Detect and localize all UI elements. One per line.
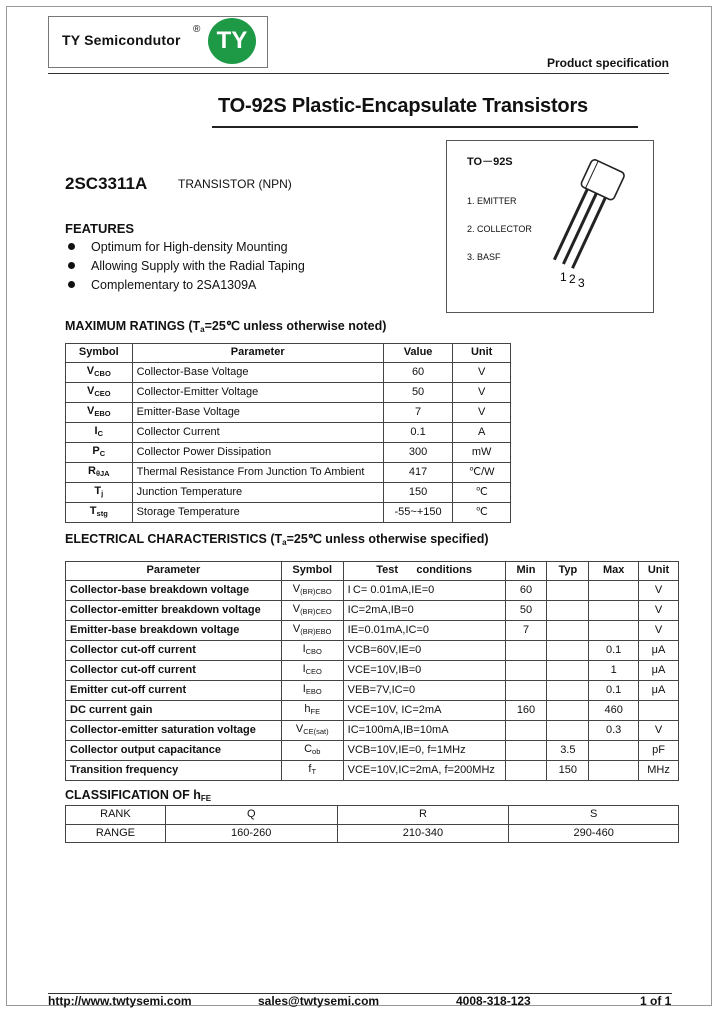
table-row: [66, 580, 679, 600]
page-title: TO-92S Plastic-Encapsulate Transistors: [218, 95, 588, 117]
symbol-cell: [66, 382, 133, 402]
table-row: [66, 760, 679, 780]
symbol-cell: [281, 600, 343, 620]
min-cell: [505, 660, 547, 680]
rank-cell: Q: [165, 806, 337, 825]
table-row: [66, 640, 679, 660]
feature-text: Complementary to 2SA1309A: [91, 278, 257, 292]
condition-cell: I C= 0.01mA,IE=0: [343, 580, 505, 600]
table-row: [66, 700, 679, 720]
classification-title: [65, 788, 211, 803]
symbol-sub: (BR)CBO: [300, 586, 332, 596]
typ-cell: [547, 700, 589, 720]
title-underline: [212, 126, 638, 128]
typ-cell: [547, 720, 589, 740]
table-row: [66, 502, 511, 522]
min-cell: [505, 640, 547, 660]
package-body: [580, 159, 625, 201]
value-cell: 60: [383, 362, 452, 382]
min-cell: 160: [505, 700, 547, 720]
table-header-row: [66, 562, 679, 581]
condition-cell: IC=2mA,IB=0: [343, 600, 505, 620]
symbol-main: P: [92, 444, 100, 457]
symbol-main: V: [295, 722, 304, 735]
unit-cell: ℃: [453, 482, 511, 502]
parameter-cell: Collector-base breakdown voltage: [66, 580, 282, 600]
condition-cell: VCB=10V,IE=0, f=1MHz: [343, 740, 505, 760]
parameter-cell: Collector Power Dissipation: [132, 442, 383, 462]
condition-cell: VCB=60V,IE=0: [343, 640, 505, 660]
unit-cell: pF: [639, 740, 679, 760]
part-number: 2SC3311A: [65, 174, 148, 193]
symbol-main: V: [86, 384, 95, 397]
col-header: Min: [505, 562, 547, 581]
condition-cell: VCE=10V, IC=2mA: [343, 700, 505, 720]
features-heading: FEATURES: [65, 221, 135, 236]
footer-page: 1 of 1: [640, 994, 672, 1008]
condition-cell: VCE=10V,IB=0: [343, 660, 505, 680]
symbol-sub: C: [97, 428, 104, 438]
symbol-cell: [281, 760, 343, 780]
feature-item: [68, 259, 305, 273]
feature-item: [68, 240, 288, 254]
col-header: Symbol: [281, 562, 343, 581]
typ-cell: [547, 660, 589, 680]
pin-number-2: 2: [569, 272, 576, 286]
brand-name: TY Semicondutor: [62, 32, 181, 48]
symbol-main: R: [87, 464, 96, 477]
max-cell: [589, 600, 639, 620]
bullet-icon: [68, 262, 75, 269]
symbol-main: C: [304, 742, 313, 755]
table-row: [66, 600, 679, 620]
rank-label: RANK: [66, 806, 166, 825]
min-cell: 60: [505, 580, 547, 600]
symbol-cell: [281, 700, 343, 720]
symbol-sub: EBO: [94, 408, 111, 418]
symbol-sub: EBO: [305, 686, 322, 696]
unit-cell: [639, 700, 679, 720]
table-row: [66, 740, 679, 760]
symbol-main: V: [86, 404, 95, 417]
symbol-main: I: [302, 642, 306, 655]
symbol-cell: [66, 462, 133, 482]
parameter-cell: Collector output capacitance: [66, 740, 282, 760]
table-row: [66, 442, 511, 462]
parameter-cell: Collector-emitter breakdown voltage: [66, 600, 282, 620]
condition-cell: VCE=10V,IC=2mA, f=200MHz: [343, 760, 505, 780]
symbol-cell: [281, 660, 343, 680]
condition-cell: IE=0.01mA,IC=0: [343, 620, 505, 640]
max-cell: [589, 620, 639, 640]
symbol-main: f: [308, 762, 312, 775]
title-sub: a: [200, 325, 205, 334]
parameter-cell: Collector cut-off current: [66, 640, 282, 660]
parameter-cell: Storage Temperature: [132, 502, 383, 522]
symbol-main: V: [292, 602, 301, 615]
max-cell: 1: [589, 660, 639, 680]
typ-cell: [547, 680, 589, 700]
table-row: [66, 620, 679, 640]
max-ratings-title: [65, 318, 386, 334]
max-cell: 0.3: [589, 720, 639, 740]
pin-3-label: 3. BASF: [467, 252, 501, 262]
feature-text: Optimum for High-density Mounting: [91, 240, 288, 254]
min-cell: [505, 680, 547, 700]
value-cell: 300: [383, 442, 452, 462]
unit-cell: V: [453, 382, 511, 402]
unit-cell: ℃/W: [453, 462, 511, 482]
header-rule: [48, 73, 669, 74]
range-row: [66, 824, 679, 843]
bullet-icon: [68, 243, 75, 250]
symbol-sub: CBO: [305, 646, 322, 656]
typ-cell: 150: [547, 760, 589, 780]
max-cell: [589, 740, 639, 760]
unit-cell: μA: [639, 680, 679, 700]
symbol-cell: [281, 680, 343, 700]
symbol-main: I: [302, 682, 306, 695]
title-sub: a: [282, 538, 287, 547]
footer-email[interactable]: sales@twtysemi.com: [258, 994, 380, 1008]
symbol-cell: [281, 720, 343, 740]
col-header: Test conditions: [343, 562, 505, 581]
symbol-cell: [281, 640, 343, 660]
col-header: Unit: [639, 562, 679, 581]
parameter-cell: Emitter cut-off current: [66, 680, 282, 700]
parameter-cell: Collector-Emitter Voltage: [132, 382, 383, 402]
symbol-sub: CEO: [94, 388, 111, 398]
typ-cell: 3.5: [547, 740, 589, 760]
title-part: ELECTRICAL CHARACTERISTICS (T: [65, 532, 283, 546]
symbol-cell: [281, 740, 343, 760]
unit-cell: MHz: [639, 760, 679, 780]
value-cell: 0.1: [383, 422, 452, 442]
symbol-main: V: [292, 622, 301, 635]
symbol-main: V: [292, 582, 301, 595]
symbol-cell: [281, 580, 343, 600]
col-header: Typ: [547, 562, 589, 581]
symbol-sub: j: [101, 488, 104, 498]
symbol-main: h: [304, 702, 311, 715]
symbol-sub: CE(sat): [303, 726, 329, 736]
typ-cell: [547, 620, 589, 640]
pin-number-3: 3: [578, 276, 585, 290]
typ-cell: [547, 640, 589, 660]
typ-cell: [547, 580, 589, 600]
table-row: [66, 422, 511, 442]
footer-url[interactable]: http://www.twtysemi.com: [48, 994, 192, 1008]
parameter-cell: DC current gain: [66, 700, 282, 720]
parameter-cell: Collector Current: [132, 422, 383, 442]
ty-logo-icon: TY: [208, 18, 256, 64]
symbol-sub: C: [99, 448, 106, 458]
min-cell: [505, 720, 547, 740]
unit-cell: V: [639, 580, 679, 600]
parameter-cell: Transition frequency: [66, 760, 282, 780]
pin-1-label: 1. EMITTER: [467, 196, 517, 206]
symbol-cell: [66, 422, 133, 442]
part-type: TRANSISTOR (NPN): [178, 177, 292, 191]
table-row: [66, 382, 511, 402]
unit-cell: mW: [453, 442, 511, 462]
feature-item: [68, 278, 256, 292]
min-cell: [505, 760, 547, 780]
title-part: =25℃ unless otherwise noted): [204, 319, 387, 333]
range-cell: 210-340: [337, 824, 509, 843]
max-cell: [589, 580, 639, 600]
max-cell: 0.1: [589, 680, 639, 700]
max-cell: 460: [589, 700, 639, 720]
symbol-cell: [66, 362, 133, 382]
package-name: TO－92S: [467, 156, 513, 168]
symbol-main: T: [89, 504, 97, 517]
title-part: =25℃ unless otherwise specified): [286, 532, 489, 546]
classification-table: [65, 805, 679, 843]
parameter-cell: Emitter-Base Voltage: [132, 402, 383, 422]
feature-text: Allowing Supply with the Radial Taping: [91, 259, 305, 273]
condition-cell: VEB=7V,IC=0: [343, 680, 505, 700]
range-label: RANGE: [66, 824, 166, 843]
min-cell: 7: [505, 620, 547, 640]
table-row: [66, 402, 511, 422]
symbol-sub: CBO: [94, 368, 111, 378]
rank-row: [66, 806, 679, 825]
range-cell: 290-460: [509, 824, 679, 843]
title-sub: FE: [200, 794, 212, 803]
table-row: [66, 660, 679, 680]
parameter-cell: Thermal Resistance From Junction To Ambient: [132, 462, 383, 482]
range-cell: 160-260: [165, 824, 337, 843]
unit-cell: ℃: [453, 502, 511, 522]
symbol-main: I: [94, 424, 98, 437]
condition-cell: IC=100mA,IB=10mA: [343, 720, 505, 740]
unit-cell: V: [639, 620, 679, 640]
footer-phone: 4008-318-123: [456, 994, 531, 1008]
symbol-cell: [66, 402, 133, 422]
value-cell: 150: [383, 482, 452, 502]
unit-cell: V: [639, 720, 679, 740]
electrical-table: [65, 561, 679, 781]
symbol-cell: [66, 502, 133, 522]
col-header: Parameter: [66, 562, 282, 581]
table-row: [66, 720, 679, 740]
unit-cell: V: [453, 362, 511, 382]
symbol-main: I: [302, 662, 306, 675]
unit-cell: μA: [639, 660, 679, 680]
unit-cell: V: [453, 402, 511, 422]
value-cell: 50: [383, 382, 452, 402]
symbol-cell: [66, 482, 133, 502]
symbol-sub: FE: [310, 706, 321, 716]
table-row: [66, 482, 511, 502]
unit-cell: V: [639, 600, 679, 620]
table-row: [66, 462, 511, 482]
max-cell: 0.1: [589, 640, 639, 660]
symbol-sub: T: [311, 766, 317, 776]
parameter-cell: Emitter-base breakdown voltage: [66, 620, 282, 640]
parameter-cell: Junction Temperature: [132, 482, 383, 502]
symbol-main: V: [86, 364, 95, 377]
title-part: MAXIMUM RATINGS (T: [65, 319, 201, 333]
pin-number-1: 1: [560, 270, 567, 284]
rank-cell: S: [509, 806, 679, 825]
registered-mark: ®: [193, 24, 201, 35]
max-cell: [589, 760, 639, 780]
symbol-sub: CEO: [305, 666, 322, 676]
min-cell: 50: [505, 600, 547, 620]
unit-cell: μA: [639, 640, 679, 660]
value-cell: 417: [383, 462, 452, 482]
product-spec-label: Product specification: [546, 56, 669, 70]
pin-2-label: 2. COLLECTOR: [467, 224, 532, 234]
symbol-sub: ob: [312, 746, 321, 756]
symbol-sub: θJA: [95, 468, 110, 478]
table-row: [66, 362, 511, 382]
symbol-cell: [281, 620, 343, 640]
symbol-sub: (BR)EBO: [300, 626, 332, 636]
parameter-cell: Collector cut-off current: [66, 660, 282, 680]
max-ratings-table: [65, 343, 511, 523]
rank-cell: R: [337, 806, 509, 825]
table-row: [66, 680, 679, 700]
col-header: Parameter: [132, 344, 383, 363]
symbol-main: T: [94, 484, 102, 497]
col-header: Max: [589, 562, 639, 581]
col-header: Value: [383, 344, 452, 363]
min-cell: [505, 740, 547, 760]
symbol-cell: [66, 442, 133, 462]
value-cell: -55~+150: [383, 502, 452, 522]
symbol-sub: (BR)CEO: [300, 606, 332, 616]
value-cell: 7: [383, 402, 452, 422]
parameter-cell: Collector-Base Voltage: [132, 362, 383, 382]
unit-cell: A: [453, 422, 511, 442]
title-part: CLASSIFICATION OF h: [65, 788, 201, 802]
col-header: Symbol: [66, 344, 133, 363]
parameter-cell: Collector-emitter saturation voltage: [66, 720, 282, 740]
bullet-icon: [68, 281, 75, 288]
symbol-sub: stg: [96, 508, 108, 518]
electrical-title: [65, 531, 489, 547]
table-header-row: [66, 344, 511, 363]
typ-cell: [547, 600, 589, 620]
col-header: Unit: [453, 344, 511, 363]
transistor-package-icon: [550, 155, 650, 295]
